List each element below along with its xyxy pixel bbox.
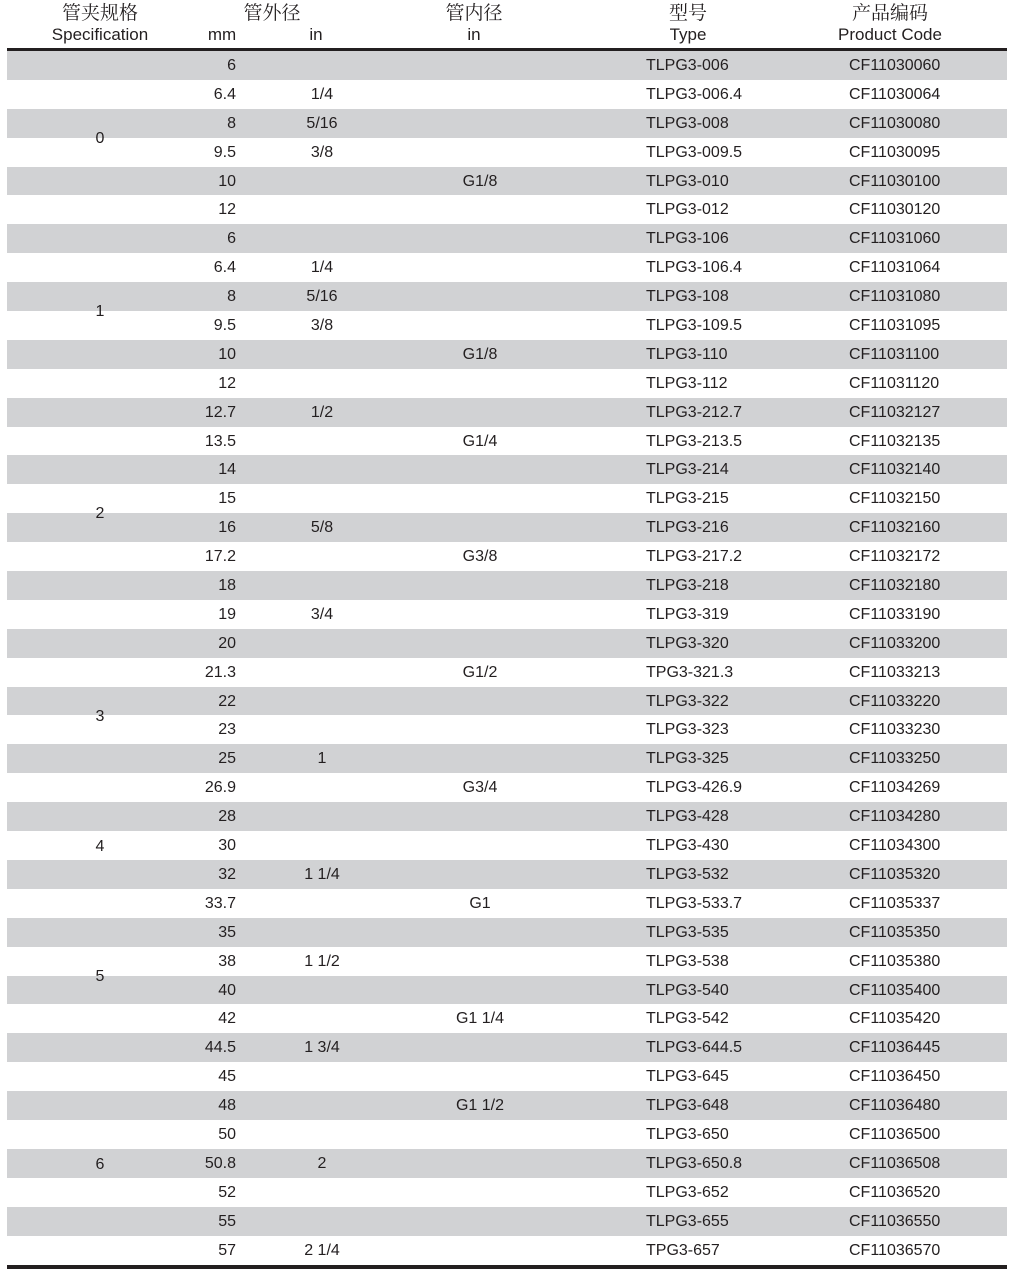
cell-od-mm: 12.7 <box>204 403 236 421</box>
cell-type: TLPG3-109.5 <box>646 317 743 335</box>
header-type <box>648 3 728 45</box>
cell-type: TLPG3-216 <box>646 519 729 537</box>
cell-product-code: CF11034280 <box>849 808 941 826</box>
cell-product-code: CF11034269 <box>849 779 941 797</box>
header-od-in <box>296 25 336 45</box>
cell-type: TLPG3-320 <box>646 634 729 652</box>
cell-product-code: CF11030064 <box>849 85 941 103</box>
cell-id-in: G1/8 <box>462 345 498 363</box>
table-row <box>7 340 1007 369</box>
cell-type: TLPG3-648 <box>646 1097 729 1115</box>
cell-product-code: CF11033230 <box>849 721 941 739</box>
cell-type: TLPG3-006 <box>646 57 729 74</box>
cell-od-mm: 50.8 <box>204 1154 236 1172</box>
cell-product-code: CF11035420 <box>849 1010 941 1028</box>
table-row <box>7 311 1007 340</box>
cell-type: TLPG3-110 <box>646 345 728 363</box>
header-type-zh: 型号 <box>668 2 707 24</box>
table-row <box>7 455 1007 484</box>
cell-od-mm: 55 <box>218 1212 236 1230</box>
cell-type: TLPG3-106.4 <box>646 259 743 277</box>
cell-od-in: 1 <box>317 750 327 768</box>
table-row <box>7 744 1007 773</box>
header-specification <box>40 3 160 45</box>
table-row <box>7 658 1007 687</box>
cell-od-mm: 45 <box>218 1068 236 1086</box>
header-spec-en: Specification <box>51 25 149 44</box>
cell-od-in: 1/4 <box>310 259 334 277</box>
cell-product-code: CF11032135 <box>849 432 941 450</box>
cell-product-code: CF11035337 <box>849 894 941 912</box>
header-product-code <box>820 3 960 45</box>
cell-od-in: 5/16 <box>306 114 338 132</box>
cell-od-in: 5/8 <box>310 519 334 537</box>
cell-od-mm: 42 <box>218 1010 236 1028</box>
header-id-in: in <box>467 25 481 44</box>
header-od-mm-label: mm <box>207 25 237 44</box>
cell-od-mm: 35 <box>218 923 236 941</box>
cell-od-mm: 26.9 <box>204 779 236 797</box>
cell-od-mm: 12 <box>218 201 236 219</box>
cell-od-mm: 50 <box>218 1125 236 1143</box>
table-row <box>7 715 1007 744</box>
cell-type: TLPG3-650 <box>646 1125 729 1143</box>
table-row <box>7 1062 1007 1091</box>
cell-type: TLPG3-214 <box>646 461 729 479</box>
cell-type: TLPG3-009.5 <box>646 143 743 161</box>
cell-type: TLPG3-650.8 <box>646 1154 743 1172</box>
cell-type: TLPG3-006.4 <box>646 85 743 103</box>
bottom-rule <box>7 1265 1007 1269</box>
cell-product-code: CF11035350 <box>849 923 941 941</box>
cell-type: TLPG3-217.2 <box>646 548 743 566</box>
cell-od-mm: 18 <box>218 577 236 595</box>
cell-type: TLPG3-428 <box>646 808 729 826</box>
cell-product-code: CF11032172 <box>849 548 941 566</box>
cell-product-code: CF11033220 <box>849 692 941 710</box>
table-row <box>7 1207 1007 1236</box>
table-row <box>7 1091 1007 1120</box>
table-row <box>7 831 1007 860</box>
cell-id-in: G3/4 <box>462 779 498 797</box>
table-row <box>7 1033 1007 1062</box>
spec-group-label: 0 <box>95 129 105 147</box>
cell-id-in: G1/4 <box>462 432 498 450</box>
cell-od-in: 5/16 <box>306 288 338 306</box>
cell-type: TPG3-321.3 <box>646 663 734 681</box>
cell-od-in: 1/4 <box>310 85 334 103</box>
cell-product-code: CF11031100 <box>849 345 940 363</box>
cell-product-code: CF11031080 <box>849 288 941 306</box>
cell-product-code: CF11032140 <box>849 461 941 479</box>
cell-od-mm: 48 <box>218 1097 236 1115</box>
cell-product-code: CF11036450 <box>849 1068 941 1086</box>
table-row <box>7 600 1007 629</box>
cell-product-code: CF11031120 <box>849 374 940 392</box>
cell-product-code: CF11036520 <box>849 1183 941 1201</box>
table-row <box>7 513 1007 542</box>
table-row <box>7 629 1007 658</box>
table-row <box>7 80 1007 109</box>
cell-product-code: CF11031060 <box>849 230 941 248</box>
cell-id-in: G3/8 <box>462 548 498 566</box>
cell-od-in: 3/4 <box>310 605 334 623</box>
table-row <box>7 427 1007 456</box>
cell-od-in: 2 <box>317 1154 327 1172</box>
table-row <box>7 542 1007 571</box>
cell-od-mm: 22 <box>218 692 236 710</box>
cell-product-code: CF11033190 <box>849 605 941 623</box>
cell-product-code: CF11036570 <box>849 1241 941 1259</box>
cell-id-in: G1 1/2 <box>455 1097 505 1115</box>
cell-od-in: 1 3/4 <box>304 1039 340 1057</box>
cell-product-code: CF11033213 <box>849 663 941 681</box>
cell-od-mm: 28 <box>218 808 236 826</box>
cell-product-code: CF11030120 <box>849 201 941 219</box>
cell-product-code: CF11036500 <box>849 1125 941 1143</box>
cell-od-mm: 9.5 <box>213 317 236 335</box>
cell-type: TLPG3-540 <box>646 981 729 999</box>
cell-product-code: CF11030060 <box>849 57 941 74</box>
cell-type: TLPG3-655 <box>646 1212 729 1230</box>
table-row <box>7 1236 1007 1265</box>
header-type-en: Type <box>669 25 707 44</box>
cell-type: TLPG3-322 <box>646 692 729 710</box>
table-row <box>7 109 1007 138</box>
header-id-zh: 管内径 <box>445 2 503 24</box>
cell-od-mm: 52 <box>218 1183 236 1201</box>
cell-product-code: CF11032127 <box>849 403 941 421</box>
cell-type: TLPG3-108 <box>646 288 729 306</box>
cell-od-in: 2 1/4 <box>304 1241 340 1259</box>
table-row <box>7 1149 1007 1178</box>
cell-id-in: G1 <box>469 894 491 912</box>
cell-product-code: CF11035400 <box>849 981 941 999</box>
cell-type: TLPG3-215 <box>646 490 729 508</box>
cell-product-code: CF11034300 <box>849 837 941 855</box>
cell-type: TPG3-657 <box>646 1241 720 1259</box>
cell-product-code: CF11036480 <box>849 1097 941 1115</box>
cell-product-code: CF11036550 <box>849 1212 941 1230</box>
cell-type: TLPG3-538 <box>646 952 729 970</box>
header-outer-diameter <box>230 3 314 25</box>
cell-product-code: CF11031095 <box>849 317 941 335</box>
cell-product-code: CF11036445 <box>849 1039 941 1057</box>
table-row <box>7 976 1007 1005</box>
cell-od-mm: 57 <box>218 1241 236 1259</box>
cell-id-in: G1 1/4 <box>455 1010 505 1028</box>
cell-od-mm: 30 <box>218 837 236 855</box>
cell-od-mm: 8 <box>227 114 236 132</box>
cell-type: TLPG3-010 <box>646 172 729 190</box>
spec-group-label: 2 <box>95 505 105 523</box>
table-row <box>7 138 1007 167</box>
cell-od-mm: 13.5 <box>204 432 236 450</box>
header-spec-zh: 管夹规格 <box>61 2 138 24</box>
cell-product-code: CF11032150 <box>849 490 941 508</box>
cell-product-code: CF11032160 <box>849 519 941 537</box>
cell-product-code: CF11033200 <box>849 634 941 652</box>
cell-od-mm: 10 <box>218 345 236 363</box>
cell-type: TLPG3-426.9 <box>646 779 743 797</box>
cell-product-code: CF11033250 <box>849 750 941 768</box>
cell-od-mm: 38 <box>218 952 236 970</box>
cell-type: TLPG3-325 <box>646 750 729 768</box>
header-code-en: Product Code <box>838 25 942 44</box>
cell-od-in: 1 1/4 <box>304 865 340 883</box>
cell-product-code: CF11030080 <box>849 114 941 132</box>
cell-product-code: CF11035380 <box>849 952 941 970</box>
cell-type: TLPG3-644.5 <box>646 1039 743 1057</box>
table-row <box>7 253 1007 282</box>
cell-type: TLPG3-212.7 <box>646 403 743 421</box>
table-row <box>7 51 1007 80</box>
cell-type: TLPG3-533.7 <box>646 894 743 912</box>
cell-od-mm: 23 <box>218 721 236 739</box>
table-row <box>7 195 1007 224</box>
cell-od-mm: 15 <box>218 490 236 508</box>
cell-type: TLPG3-012 <box>646 201 729 219</box>
cell-type: TLPG3-645 <box>646 1068 729 1086</box>
cell-od-mm: 40 <box>218 981 236 999</box>
cell-od-mm: 19 <box>218 605 236 623</box>
spec-group-label: 1 <box>95 303 105 321</box>
cell-product-code: CF11031064 <box>849 259 941 277</box>
cell-type: TLPG3-430 <box>646 837 729 855</box>
cell-od-mm: 33.7 <box>204 894 236 912</box>
cell-product-code: CF11036508 <box>849 1154 941 1172</box>
table-row <box>7 860 1007 889</box>
table-row <box>7 282 1007 311</box>
cell-od-mm: 9.5 <box>213 143 236 161</box>
cell-od-mm: 14 <box>218 461 236 479</box>
table-row <box>7 398 1007 427</box>
table-row <box>7 918 1007 947</box>
table-row <box>7 167 1007 196</box>
cell-od-in: 1 1/2 <box>304 952 340 970</box>
cell-type: TLPG3-112 <box>646 374 728 392</box>
cell-type: TLPG3-323 <box>646 721 729 739</box>
cell-product-code: CF11030100 <box>849 172 941 190</box>
table-row <box>7 947 1007 976</box>
cell-type: TLPG3-218 <box>646 577 729 595</box>
cell-type: TLPG3-652 <box>646 1183 729 1201</box>
table-row <box>7 687 1007 716</box>
spec-group-label: 3 <box>95 707 105 725</box>
cell-type: TLPG3-106 <box>646 230 729 248</box>
cell-product-code: CF11032180 <box>849 577 941 595</box>
cell-type: TLPG3-008 <box>646 114 729 132</box>
table-header <box>0 0 1017 48</box>
header-od-mm <box>196 25 248 45</box>
cell-od-mm: 25 <box>218 750 236 768</box>
cell-od-mm: 6.4 <box>213 85 236 103</box>
cell-type: TLPG3-535 <box>646 923 729 941</box>
spec-group-label: 4 <box>95 837 105 855</box>
table-body <box>7 51 1007 1264</box>
cell-od-mm: 16 <box>218 519 236 537</box>
cell-od-mm: 10 <box>218 172 236 190</box>
cell-id-in: G1/2 <box>462 663 498 681</box>
cell-type: TLPG3-542 <box>646 1010 729 1028</box>
table-row <box>7 1120 1007 1149</box>
cell-od-mm: 12 <box>218 374 236 392</box>
header-od-zh: 管外径 <box>243 2 301 24</box>
cell-od-mm: 8 <box>227 288 236 306</box>
table-row <box>7 369 1007 398</box>
table-row <box>7 484 1007 513</box>
header-inner-diameter <box>432 3 516 45</box>
cell-od-mm: 44.5 <box>204 1039 236 1057</box>
cell-product-code: CF11030095 <box>849 143 941 161</box>
header-od-in-label: in <box>309 25 323 44</box>
cell-product-code: CF11035320 <box>849 865 941 883</box>
cell-od-in: 1/2 <box>310 403 334 421</box>
cell-od-mm: 6 <box>227 57 236 74</box>
cell-od-mm: 17.2 <box>204 548 236 566</box>
cell-od-mm: 20 <box>218 634 236 652</box>
cell-od-mm: 21.3 <box>204 663 236 681</box>
spec-group-label: 5 <box>95 967 105 985</box>
cell-od-mm: 32 <box>218 865 236 883</box>
cell-od-mm: 6 <box>227 230 236 248</box>
table-row <box>7 889 1007 918</box>
header-code-zh: 产品编码 <box>851 2 928 24</box>
cell-od-in: 3/8 <box>310 317 334 335</box>
cell-type: TLPG3-532 <box>646 865 729 883</box>
spec-group-label: 6 <box>95 1155 105 1173</box>
table-row <box>7 1004 1007 1033</box>
table-row <box>7 1178 1007 1207</box>
table-row <box>7 802 1007 831</box>
cell-od-mm: 6.4 <box>213 259 236 277</box>
cell-type: TLPG3-213.5 <box>646 432 743 450</box>
cell-type: TLPG3-319 <box>646 605 729 623</box>
table-row <box>7 571 1007 600</box>
cell-id-in: G1/8 <box>462 172 498 190</box>
table-row <box>7 224 1007 253</box>
table-row <box>7 773 1007 802</box>
cell-od-in: 3/8 <box>310 143 334 161</box>
